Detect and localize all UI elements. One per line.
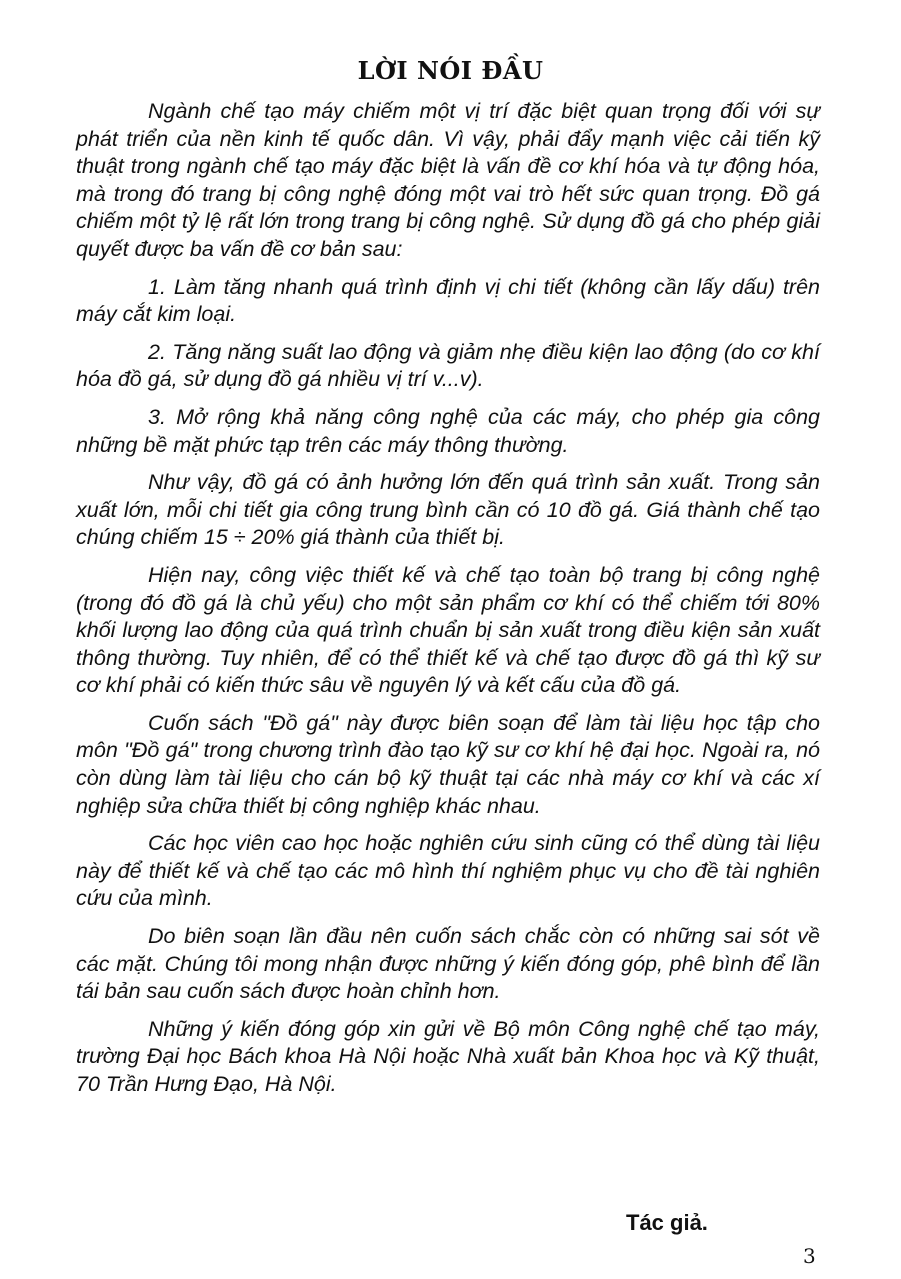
paragraph: Hiện nay, công việc thiết kế và chế tạo toàn bộ trang bị công nghệ (trong đó đồ gá là chủ yếu) cho một sản phẩm cơ khí có thể chiếm tới 80% khối lượng lao động của quá trình chuẩn bị sản xuất trong điều kiện sản xuất thông thường. Tuy nhiên, để có thể thiết kế và chế tạo được đồ gá thì kỹ sư cơ khí phải có kiến thức sâu về nguyên lý và kết cấu của đồ gá. (76, 562, 820, 698)
paragraph: 3. Mở rộng khả năng công nghệ của các máy, cho phép gia công những bề mặt phức tạp trên các máy thông thường. (76, 404, 820, 457)
paragraph: 1. Làm tăng nhanh quá trình định vị chi tiết (không cần lấy dấu) trên máy cắt kim loại. (76, 274, 820, 327)
page-number: 3 (803, 1244, 816, 1268)
page-title: LỜI NÓI ĐẦU (357, 56, 544, 85)
paragraph: Ngành chế tạo máy chiếm một vị trí đặc biệt quan trọng đối với sự phát triển của nền kinh tế quốc dân. Vì vậy, phải đẩy mạnh việc cải tiến kỹ thuật trong ngành chế tạo máy đặc biệt là vấn đề cơ khí hóa và tự động hóa, mà trong đó trang bị công nghệ đóng một vai trò hết sức quan trọng. Đồ gá chiếm một tỷ lệ rất lớn trong trang bị công nghệ. Sử dụng đồ gá cho phép giải quyết được ba vấn đề cơ bản sau: (76, 99, 820, 261)
paragraph: 2. Tăng năng suất lao động và giảm nhẹ điều kiện lao động (do cơ khí hóa đồ gá, sử dụng đồ gá nhiều vị trí v...v). (76, 339, 820, 392)
paragraph: Như vậy, đồ gá có ảnh hưởng lớn đến quá trình sản xuất. Trong sản xuất lớn, mỗi chi tiết gia công trung bình cần có 10 đồ gá. Giá thành chế tạo chúng chiếm 15 ÷ 20% giá thành của thiết bị. (76, 470, 820, 550)
paragraph: Những ý kiến đóng góp xin gửi về Bộ môn Công nghệ chế tạo máy, trường Đại học Bách khoa Hà Nội hoặc Nhà xuất bản Khoa học và Kỹ thuật, 70 Trần Hưng Đạo, Hà Nội. (76, 1016, 820, 1096)
author-signature: Tác giả. (626, 1210, 708, 1235)
paragraph: Do biên soạn lần đầu nên cuốn sách chắc còn có những sai sót về các mặt. Chúng tôi mong nhận được những ý kiến đóng góp, phê bình để lần tái bản sau cuốn sách được hoàn chỉnh hơn. (76, 924, 820, 1004)
paragraph: Cuốn sách "Đồ gá" này được biên soạn để làm tài liệu học tập cho môn "Đồ gá" trong chương trình đào tạo kỹ sư cơ khí hệ đại học. Ngoài ra, nó còn dùng làm tài liệu cho cán bộ kỹ thuật tại các nhà máy cơ khí và các xí nghiệp sửa chữa thiết bị công nghiệp khác nhau. (76, 710, 820, 818)
paragraph: Các học viên cao học hoặc nghiên cứu sinh cũng có thể dùng tài liệu này để thiết kế và chế tạo các mô hình thí nghiệm phục vụ cho đề tài nghiên cứu của mình. (76, 831, 820, 911)
body-text (76, 98, 820, 1109)
